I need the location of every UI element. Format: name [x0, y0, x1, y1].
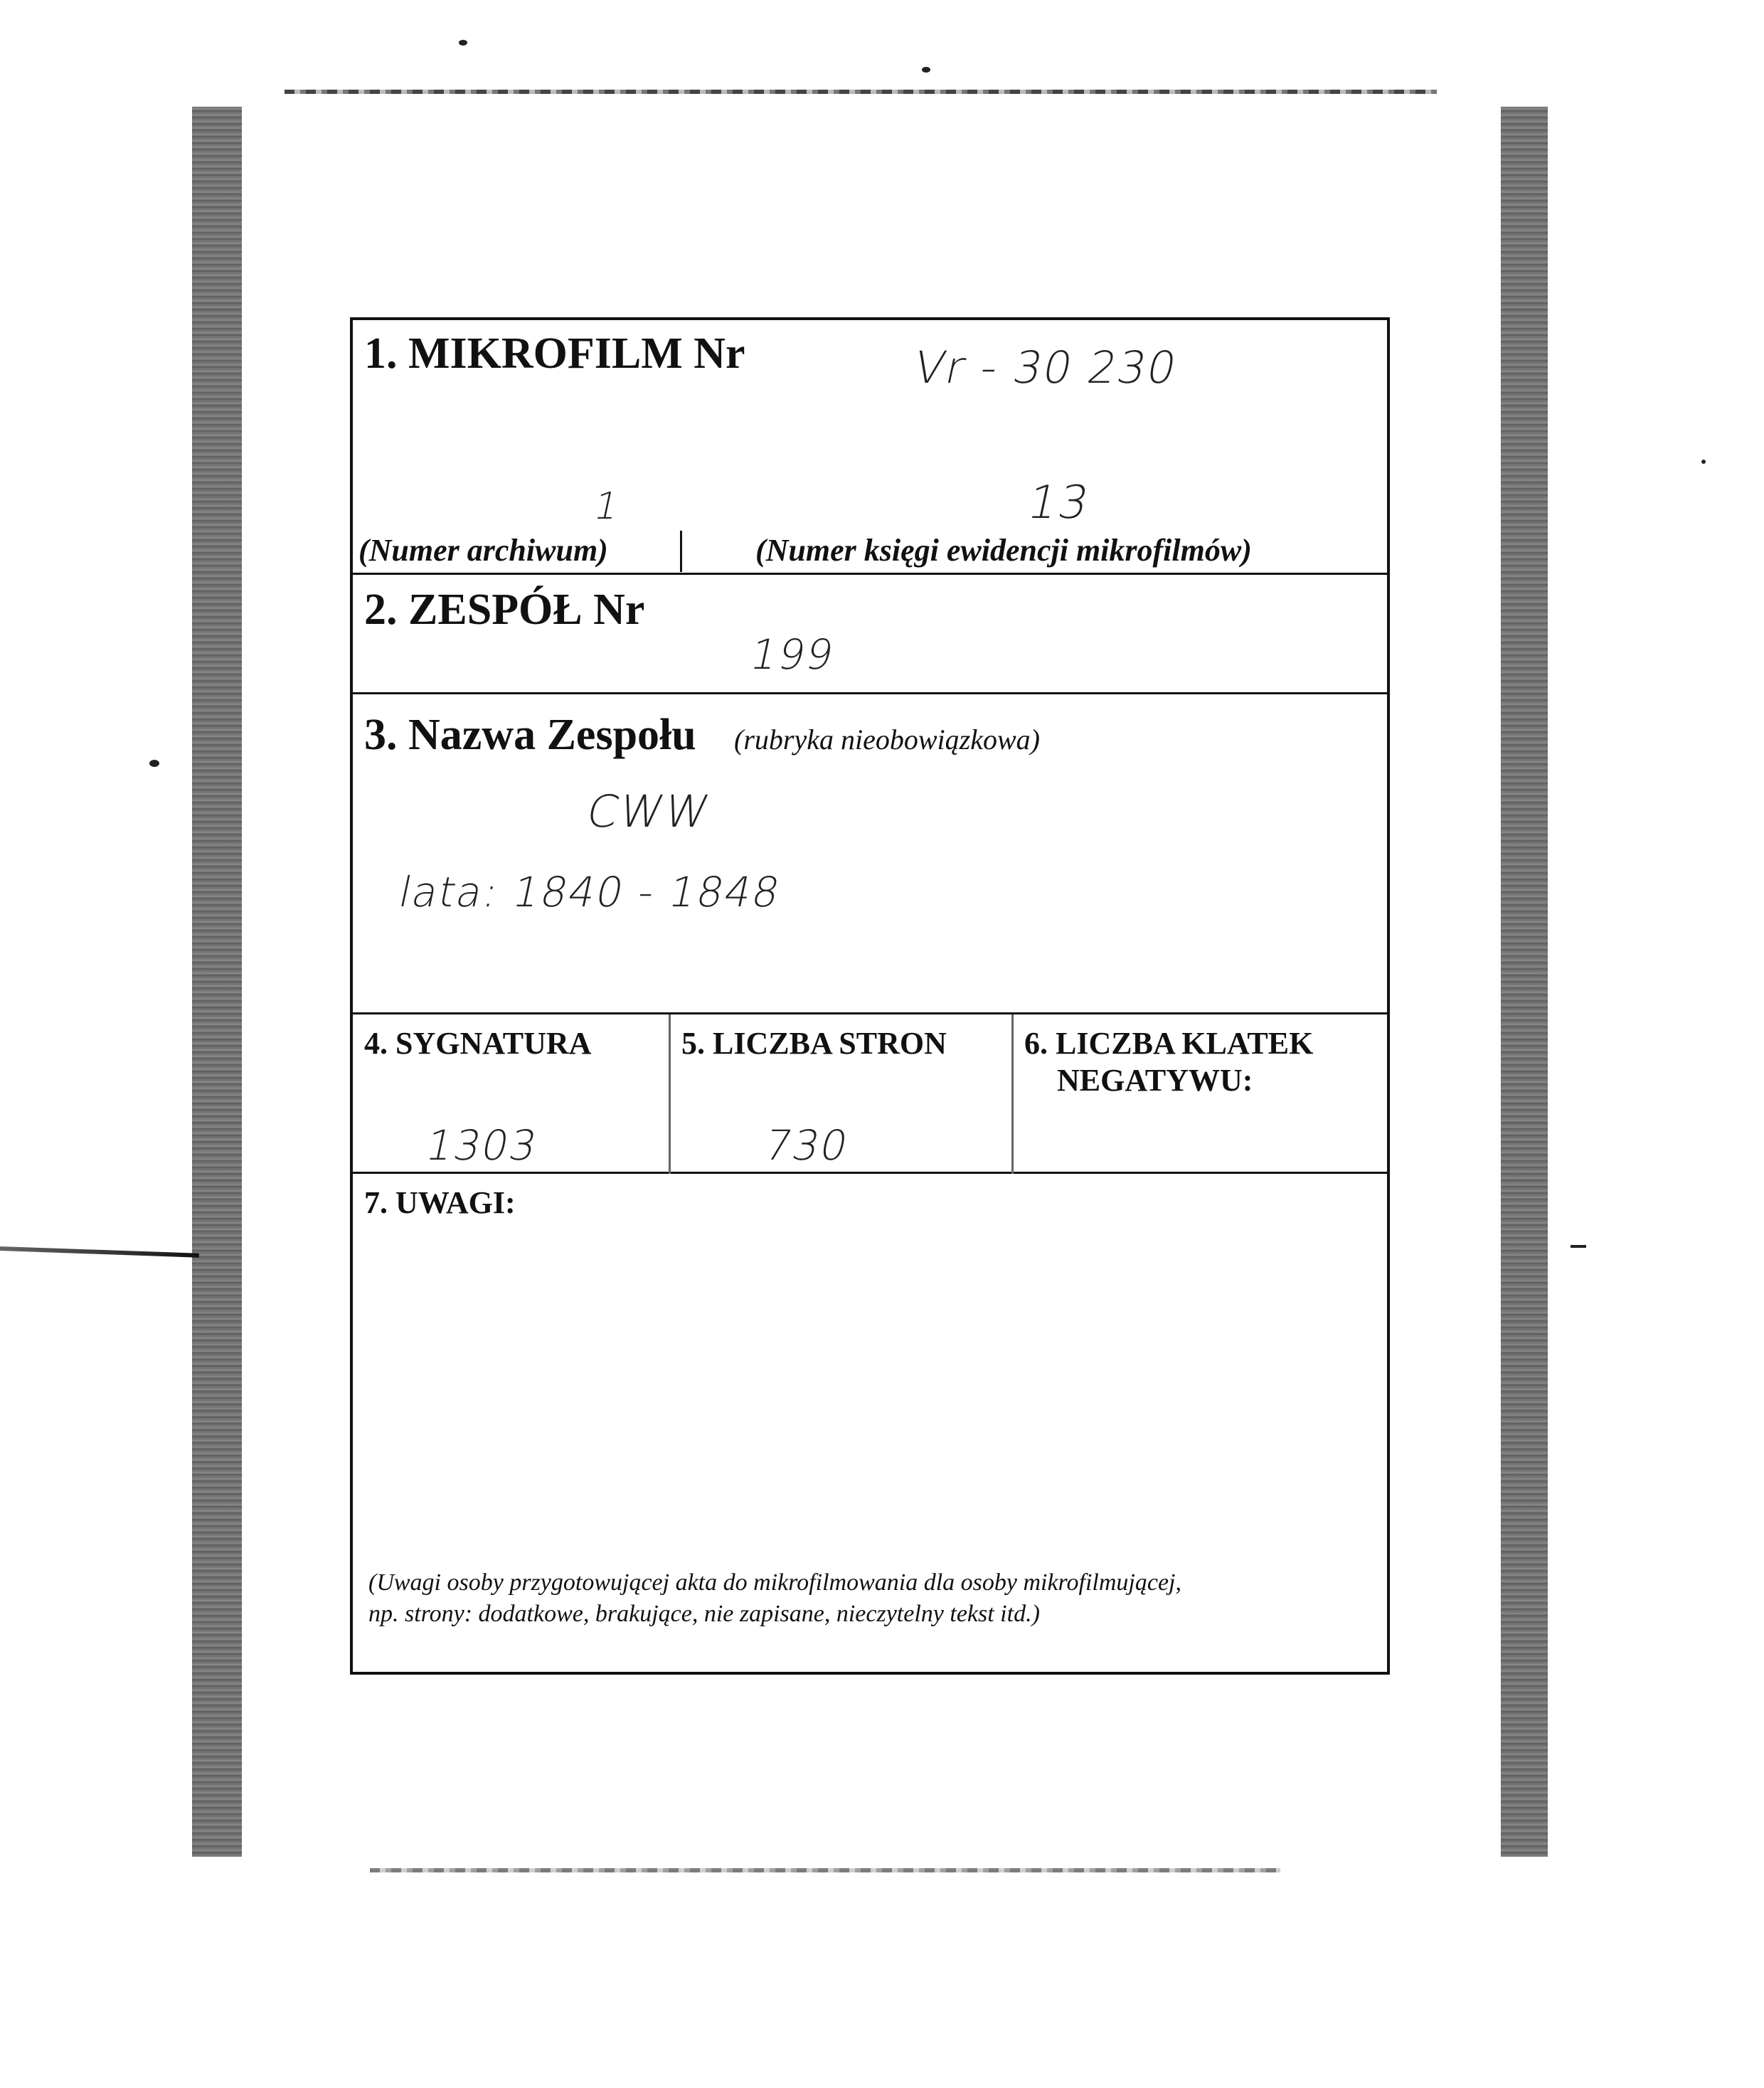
scan-speck	[1571, 1245, 1586, 1248]
archive-number-label: (Numer archiwum)	[358, 533, 608, 568]
details-section	[353, 1014, 1387, 1174]
fonds-name-hint: (rubryka nieobowiązkowa)	[734, 724, 1040, 756]
fonds-number-handwritten: 199	[745, 630, 839, 679]
scan-edge-top	[285, 90, 1437, 94]
register-number-handwritten: 13	[1023, 477, 1095, 529]
negative-frames-heading-line2: NEGATYWU:	[1057, 1063, 1253, 1098]
remarks-note-line1: (Uwagi osoby przygotowującej akta do mikrofilmowania dla osoby mikrofilmującej,	[368, 1569, 1181, 1596]
scan-strip-right	[1501, 107, 1548, 1857]
scan-strip-left	[192, 107, 242, 1857]
archive-number-handwritten: 1	[590, 485, 625, 528]
scan-speck	[922, 67, 930, 73]
microfilm-number-heading: 1. MIKROFILM Nr	[364, 329, 745, 378]
register-number-label: (Numer księgi ewidencji mikrofilmów)	[755, 533, 1252, 568]
fonds-name-heading: 3. Nazwa Zespołu	[364, 711, 696, 759]
signature-handwritten: 1303	[421, 1121, 543, 1170]
fonds-number-heading: 2. ZESPÓŁ Nr	[364, 585, 645, 634]
negative-frames-heading-line1: 6. LICZBA KLATEK	[1024, 1026, 1314, 1061]
label-separator	[680, 531, 682, 572]
remarks-note-line2: np. strony: dodatkowe, brakujące, nie zapisane, nieczytelny tekst itd.)	[368, 1601, 1040, 1627]
microfilm-form	[350, 317, 1390, 1675]
fonds-name-section	[353, 694, 1387, 1014]
scan-speck	[149, 760, 159, 767]
page-count-heading: 5. LICZBA STRON	[681, 1026, 947, 1061]
remarks-heading: 7. UWAGI:	[364, 1185, 516, 1220]
fonds-number-section	[353, 575, 1387, 694]
scan-edge-bottom	[370, 1868, 1280, 1872]
signature-heading: 4. SYGNATURA	[364, 1026, 592, 1061]
microfilm-number-section	[353, 320, 1387, 575]
microfilm-number-handwritten: Vr - 30 230	[909, 341, 1183, 393]
page-count-handwritten: 730	[760, 1121, 854, 1170]
scan-speck	[459, 40, 467, 46]
scan-speck	[1701, 460, 1706, 464]
scan-bleed-line	[0, 1246, 199, 1258]
fonds-name-handwritten: CWW	[582, 785, 716, 837]
column-divider	[669, 1014, 671, 1174]
fonds-years-handwritten: lata: 1840 - 1848	[394, 868, 786, 916]
column-divider	[1011, 1014, 1014, 1174]
remarks-section	[353, 1174, 1387, 1672]
